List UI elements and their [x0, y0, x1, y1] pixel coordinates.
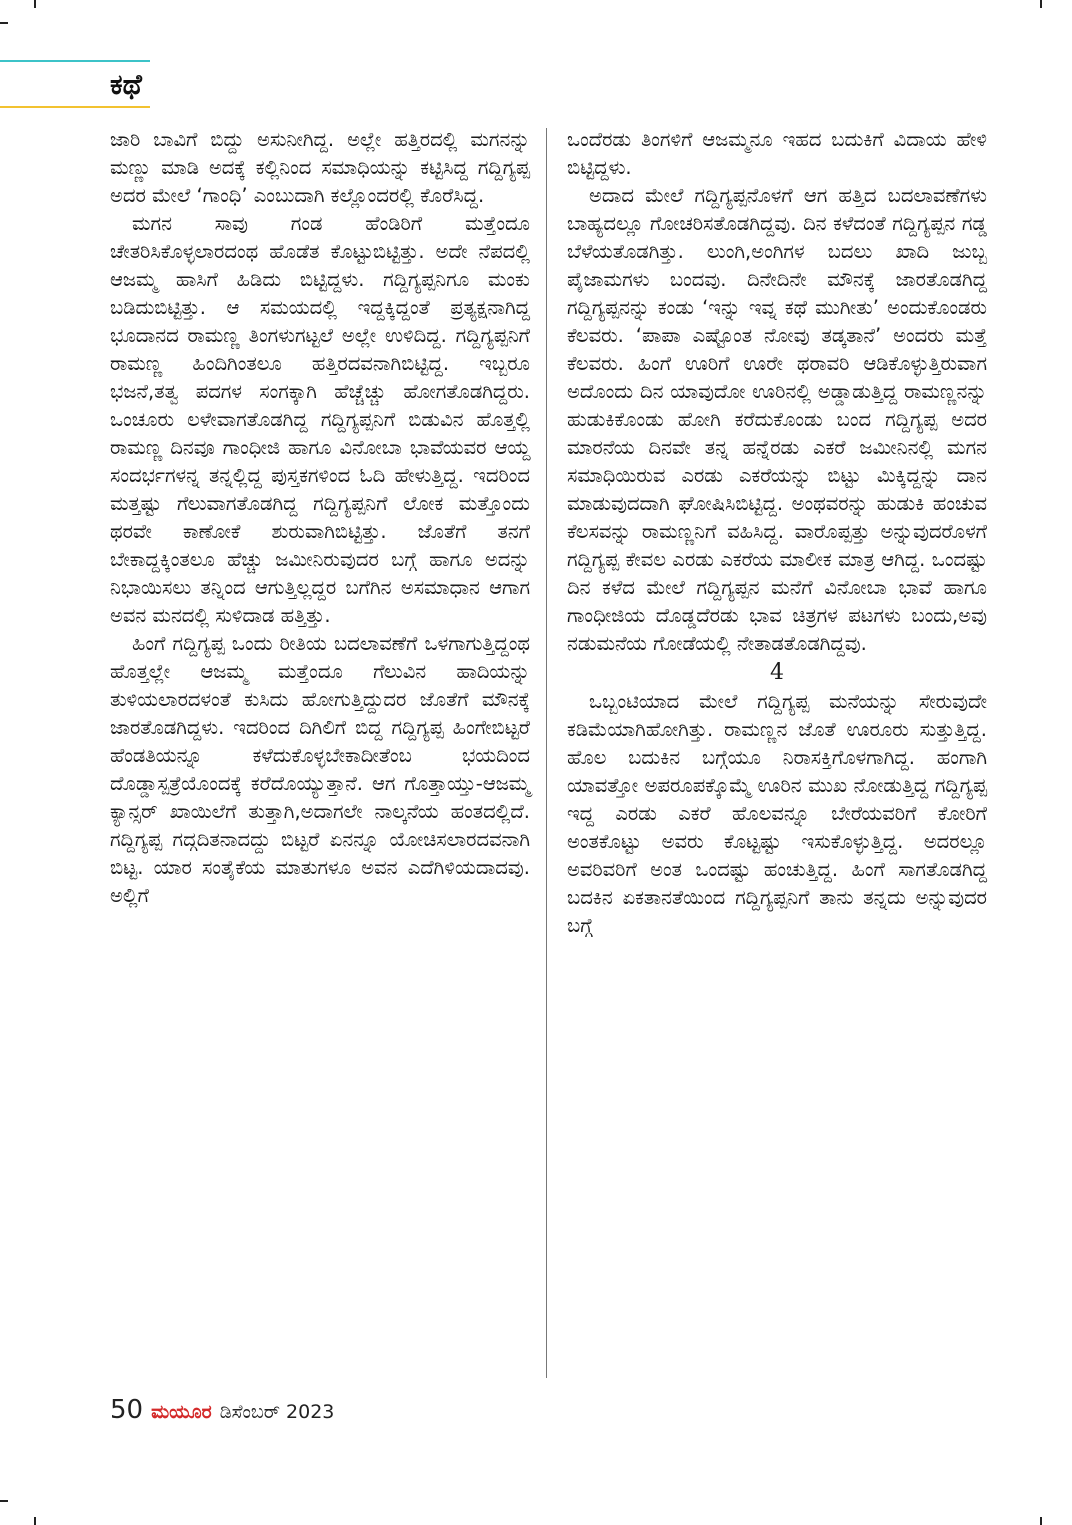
crop-mark [34, 1517, 36, 1525]
header-rule-top [0, 60, 150, 62]
crop-mark [1040, 0, 1042, 8]
left-column [110, 126, 530, 910]
column-divider [546, 128, 547, 1378]
paragraph: ಒಂದೆರಡು ತಿಂಗಳಿಗೆ ಆಜಮ್ಮನೂ ಇಹದ ಬದುಕಿಗೆ ವಿದಾಯ ಹೇಳಿ ಬಿಟ್ಟಿದ್ದಳು. [567, 128, 987, 179]
issue-date: ಡಿಸೆಂಬರ್ 2023 [219, 1401, 335, 1423]
crop-mark [0, 22, 8, 24]
crop-mark [0, 1500, 8, 1502]
paragraph: ಒಬ್ಬಂಟಿಯಾದ ಮೇಲೆ ಗದ್ದಿಗ್ಯಪ್ಪ ಮನೆಯನ್ನು ಸೇರುವುದೇ ಕಡಿಮೆಯಾಗಿಹೋಗಿತ್ತು. ರಾಮಣ್ಣನ ಜೊತೆ ಊರೂರು ಸುತ್ತುತ್ತಿದ್ದ. ಹೊಲ ಬದುಕಿನ ಬಗ್ಗೆಯೂ ನಿರಾಸಕ್ತಿಗೊಳಗಾಗಿದ್ದ. ಹಂಗಾಗಿ ಯಾವತ್ತೋ ಅಪರೂಪಕ್ಕೊಮ್ಮೆ ಊರಿನ ಮುಖ ನೋಡುತ್ತಿದ್ದ ಗದ್ದಿಗ್ಯಪ್ಪ ಇದ್ದ ಎರಡು ಎಕರೆ ಹೊಲವನ್ನೂ ಬೇರೆಯವರಿಗೆ ಕೋರಿಗೆ ಅಂತಕೊಟ್ಟು ಅವರು ಕೊಟ್ಟಷ್ಟು ಇಸುಕೊಳ್ಳುತ್ತಿದ್ದ. ಅದರಲ್ಲೂ ಅವರಿವರಿಗೆ ಅಂತ ಒಂದಷ್ಟು ಹಂಚುತ್ತಿದ್ದ. ಹಿಂಗೆ ಸಾಗತೊಡಗಿದ್ದ ಬದಕಿನ ಏಕತಾನತೆಯಿಂದ ಗದ್ದಿಗ್ಯಪ್ಪನಿಗೆ ತಾನು ತನ್ನದು ಅನ್ನುವುದರ ಬಗ್ಗೆ [567, 690, 987, 937]
crop-mark [1040, 1517, 1042, 1525]
section-title: ಕಥೆ [110, 68, 142, 101]
page-footer [110, 1395, 334, 1425]
header-rule-bottom [0, 106, 150, 108]
paragraph: ಹಿಂಗೆ ಗದ್ದಿಗ್ಯಪ್ಪ ಒಂದು ರೀತಿಯ ಬದಲಾವಣೆಗೆ ಒಳಗಾಗುತ್ತಿದ್ದಂಥ ಹೊತ್ತಲ್ಲೇ ಆಜಮ್ಮ ಮತ್ತೆಂದೂ ಗೆಲುವಿನ ಹಾದಿಯನ್ನು ತುಳಿಯಲಾರದಳಂತೆ ಕುಸಿದು ಹೋಗುತ್ತಿದ್ದುದರ ಜೊತೆಗೆ ಮೌನಕ್ಕೆ ಜಾರತೊಡಗಿದ್ದಳು. ಇದರಿಂದ ದಿಗಿಲಿಗೆ ಬಿದ್ದ ಗದ್ದಿಗ್ಯಪ್ಪ ಹಿಂಗೇಬಿಟ್ಟರೆ ಹೆಂಡತಿಯನ್ನೂ ಕಳೆದುಕೊಳ್ಳಬೇಕಾದೀತೆಂಬ ಭಯದಿಂದ ದೊಡ್ಡಾಸ್ಪತ್ರೆಯೊಂದಕ್ಕೆ ಕರೆದೊಯ್ಯುತ್ತಾನೆ. ಆಗ ಗೊತ್ತಾಯ್ತು-ಆಜಮ್ಮ ಕ್ಯಾನ್ಸರ್ ಖಾಯಿಲೆಗೆ ತುತ್ತಾಗಿ,ಅದಾಗಲೇ ನಾಲ್ಕನೆಯ ಹಂತದಲ್ಲಿದೆ. ಗದ್ದಿಗ್ಯಪ್ಪ ಗದ್ಗದಿತನಾದದ್ದು ಬಿಟ್ಟರೆ ಏನನ್ನೂ ಯೋಚಿಸಲಾರದವನಾಗಿ ಬಿಟ್ಟ. ಯಾರ ಸಂತೈಕೆಯ ಮಾತುಗಳೂ ಅವನ ಎದೆಗಿಳಿಯದಾದವು. ಅಲ್ಲಿಗೆ [110, 632, 530, 907]
magazine-logo: ಮಯೂರ [151, 1401, 212, 1423]
paragraph: ಅದಾದ ಮೇಲೆ ಗದ್ದಿಗ್ಯಪ್ಪನೊಳಗೆ ಆಗ ಹತ್ತಿದ ಬದಲಾವಣೆಗಳು ಬಾಹ್ಯದಲ್ಲೂ ಗೋಚರಿಸತೊಡಗಿದ್ದವು. ದಿನ ಕಳೆದಂತೆ ಗದ್ದಿಗ್ಯಪ್ಪನ ಗಡ್ಡ ಬೆಳೆಯತೊಡಗಿತ್ತು. ಲುಂಗಿ,ಅಂಗಿಗಳ ಬದಲು ಖಾದಿ ಜುಬ್ಬ ಪೈಜಾಮಗಳು ಬಂದವು. ದಿನೇದಿನೇ ಮೌನಕ್ಕೆ ಜಾರತೊಡಗಿದ್ದ ಗದ್ದಿಗ್ಯಪ್ಪನನ್ನು ಕಂಡು ‘ಇನ್ನು ಇವ್ನ ಕಥೆ ಮುಗೀತು’ ಅಂದುಕೊಂಡರು ಕೆಲವರು. ‘ಪಾಪಾ ಎಷ್ಟೊಂತ ನೋವು ತಡ್ಕತಾನೆ’ ಅಂದರು ಮತ್ತೆ ಕೆಲವರು. ಹಿಂಗೆ ಊರಿಗೆ ಊರೇ ಥರಾವರಿ ಆಡಿಕೊಳ್ಳುತ್ತಿರುವಾಗ ಅದೊಂದು ದಿನ ಯಾವುದೋ ಊರಿನಲ್ಲಿ ಅಡ್ಡಾಡುತ್ತಿದ್ದ ರಾಮಣ್ಣನನ್ನು ಹುಡುಕಿಕೊಂಡು ಹೋಗಿ ಕರೆದುಕೊಂಡು ಬಂದ ಗದ್ದಿಗ್ಯಪ್ಪ ಅದರ ಮಾರನೆಯ ದಿನವೇ ತನ್ನ ಹನ್ನೆರಡು ಎಕರೆ ಜಮೀನಿನಲ್ಲಿ ಮಗನ ಸಮಾಧಿಯಿರುವ ಎರಡು ಎಕರೆಯನ್ನು ಬಿಟ್ಟು ಮಿಕ್ಕಿದ್ದನ್ನು ದಾನ ಮಾಡುವುದದಾಗಿ ಘೋಷಿಸಿಬಿಟ್ಟಿದ್ದ. ಅಂಥವರನ್ನು ಹುಡುಕಿ ಹಂಚುವ ಕೆಲಸವನ್ನು ರಾಮಣ್ಣನಿಗೆ ವಹಿಸಿದ್ದ. ವಾರೊಪ್ಪತ್ತು ಅನ್ನುವುದರೊಳಗೆ ಗದ್ದಿಗ್ಯಪ್ಪ ಕೇವಲ ಎರಡು ಎಕರೆಯ ಮಾಲೀಕ ಮಾತ್ರ ಆಗಿದ್ದ. ಒಂದಷ್ಟು ದಿನ ಕಳೆದ ಮೇಲೆ ಗದ್ದಿಗ್ಯಪ್ಪನ ಮನೆಗೆ ವಿನೋಬಾ ಭಾವೆ ಹಾಗೂ ಗಾಂಧೀಜಿಯ ದೊಡ್ಡದೆರಡು ಭಾವ ಚಿತ್ರಗಳ ಪಟಗಳು ಬಂದು,ಅವು ನಡುಮನೆಯ ಗೋಡೆಯಲ್ಲಿ ನೇತಾಡತೊಡಗಿದ್ದವು. [567, 184, 987, 655]
paragraph: ಜಾರಿ ಬಾವಿಗೆ ಬಿದ್ದು ಅಸುನೀಗಿದ್ದ. ಅಲ್ಲೇ ಹತ್ತಿರದಲ್ಲಿ ಮಗನನ್ನು ಮಣ್ಣು ಮಾಡಿ ಅದಕ್ಕೆ ಕಲ್ಲಿನಿಂದ ಸಮಾಧಿಯನ್ನು ಕಟ್ಟಿಸಿದ್ದ ಗದ್ದಿಗ್ಯಪ್ಪ ಅದರ ಮೇಲೆ ‘ಗಾಂಧಿ’ ಎಂಬುದಾಗಿ ಕಲ್ಲೊಂದರಲ್ಲಿ ಕೊರೆಸಿದ್ದ. [110, 128, 530, 207]
page-number: 50 [110, 1395, 144, 1425]
right-column [567, 126, 987, 940]
crop-mark [34, 0, 36, 8]
paragraph: ಮಗನ ಸಾವು ಗಂಡ ಹೆಂಡಿರಿಗೆ ಮತ್ತೆಂದೂ ಚೇತರಿಸಿಕೊಳ್ಳಲಾರದಂಥ ಹೊಡೆತ ಕೊಟ್ಟುಬಿಟ್ಟಿತ್ತು. ಅದೇ ನೆಪದಲ್ಲಿ ಆಜಮ್ಮ ಹಾಸಿಗೆ ಹಿಡಿದು ಬಿಟ್ಟಿದ್ದಳು. ಗದ್ದಿಗ್ಯಪ್ಪನಿಗೂ ಮಂಕು ಬಡಿದುಬಿಟ್ಟಿತ್ತು. ಆ ಸಮಯದಲ್ಲಿ ಇದ್ದಕ್ಕಿದ್ದಂತೆ ಪ್ರತ್ಯಕ್ಷನಾಗಿದ್ದ ಭೂದಾನದ ರಾಮಣ್ಣ ತಿಂಗಳುಗಟ್ಟಲೆ ಅಲ್ಲೇ ಉಳಿದಿದ್ದ. ಗದ್ದಿಗ್ಯಪ್ಪನಿಗೆ ರಾಮಣ್ಣ ಹಿಂದಿಗಿಂತಲೂ ಹತ್ತಿರದವನಾಗಿಬಿಟ್ಟಿದ್ದ. ಇಬ್ಬರೂ ಭಜನೆ,ತತ್ವ ಪದಗಳ ಸಂಗಕ್ಕಾಗಿ ಹೆಚ್ಚೆಚ್ಚು ಹೋಗತೊಡಗಿದ್ದರು. ಒಂಚೂರು ಲಳೇವಾಗತೊಡಗಿದ್ದ ಗದ್ದಿಗ್ಯಪ್ಪನಿಗೆ ಬಿಡುವಿನ ಹೊತ್ತಲ್ಲಿ ರಾಮಣ್ಣ ದಿನವೂ ಗಾಂಧೀಜಿ ಹಾಗೂ ವಿನೋಬಾ ಭಾವೆಯವರ ಆಯ್ದ ಸಂದರ್ಭಗಳನ್ನ ತನ್ನಲ್ಲಿದ್ದ ಪುಸ್ತಕಗಳಿಂದ ಓದಿ ಹೇಳುತ್ತಿದ್ದ. ಇದರಿಂದ ಮತ್ತಷ್ಟು ಗೆಲುವಾಗತೊಡಗಿದ್ದ ಗದ್ದಿಗ್ಯಪ್ಪನಿಗೆ ಲೋಕ ಮತ್ತೊಂದು ಥರವೇ ಕಾಣೋಕೆ ಶುರುವಾಗಿಬಿಟ್ಟಿತ್ತು. ಜೊತೆಗೆ ತನಗೆ ಬೇಕಾದ್ದಕ್ಕಿಂತಲೂ ಹೆಚ್ಚು ಜಮೀನಿರುವುದರ ಬಗ್ಗೆ ಹಾಗೂ ಅದನ್ನು ನಿಭಾಯಿಸಲು ತನ್ನಿಂದ ಆಗುತ್ತಿಲ್ಲದ್ದರ ಬಗೆಗಿನ ಅಸಮಾಧಾನ ಆಗಾಗ ಅವನ ಮನದಲ್ಲಿ ಸುಳಿದಾಡ ಹತ್ತಿತ್ತು. [110, 212, 530, 627]
part-number: 4 [770, 660, 784, 685]
